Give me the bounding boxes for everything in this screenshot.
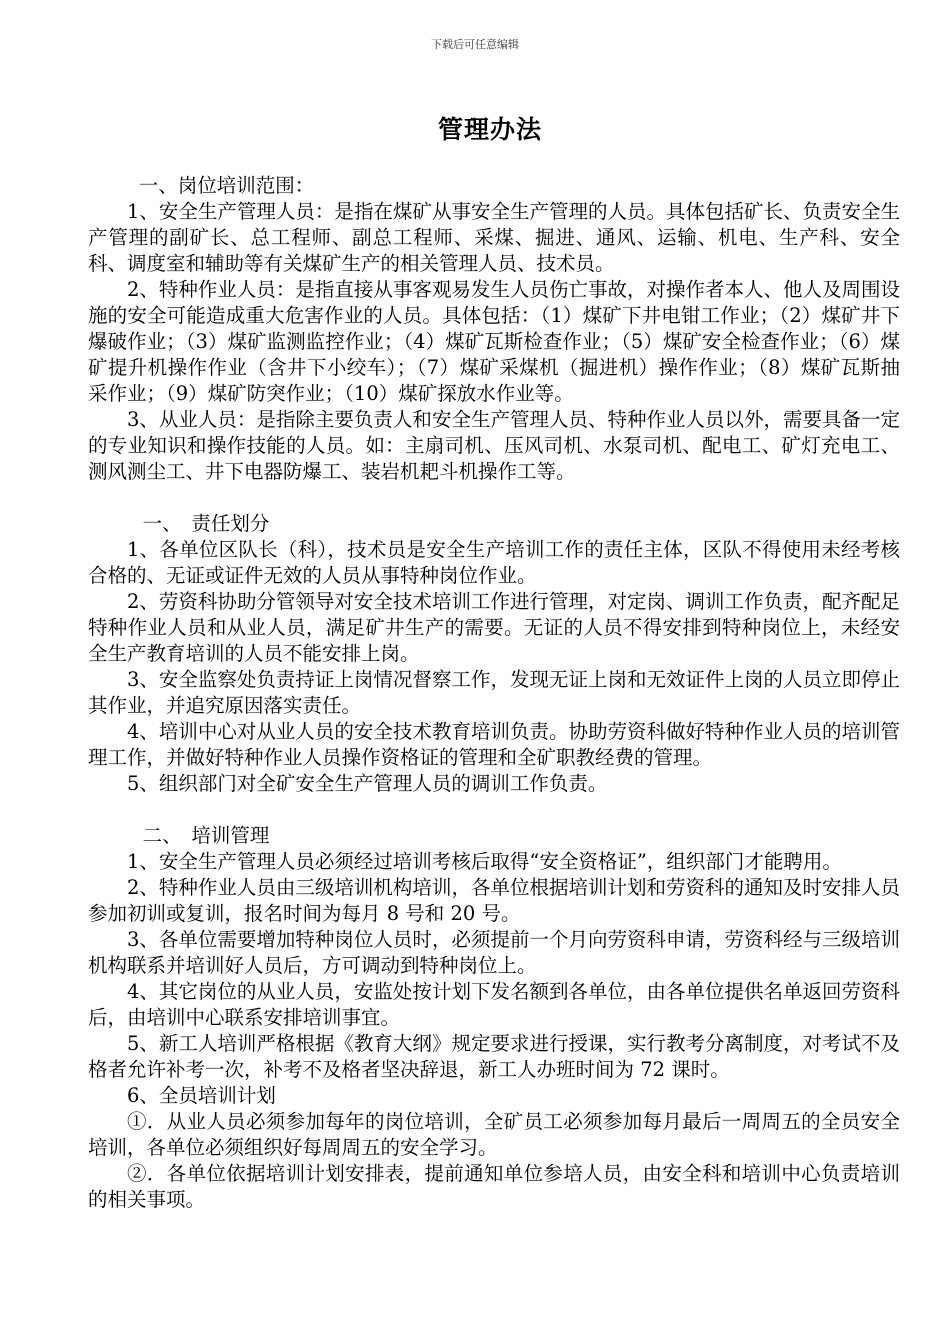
- document-title: 管理办法: [437, 115, 542, 144]
- section-heading: 一、岗位培训范围：: [138, 174, 315, 197]
- header-note: 下载后可任意编辑: [431, 38, 519, 51]
- paragraph: 5、新工人培训严格根据《教育大纲》规定要求进行授课，实行教考分离制度，对考试不及格者允许补考一次，补考不及格者坚决辞退，新工人办班时间为 72 课时。: [88, 1032, 900, 1081]
- section-training-management: [88, 823, 900, 1213]
- paragraph: 4、其它岗位的从业人员，安监处按计划下发名额到各单位，由各单位提供名单返回劳资科后，由培训中心联系安排培训事宜。: [88, 980, 900, 1029]
- paragraph: 1、安全生产管理人员必须经过培训考核后取得“安全资格证”，组织部门才能聘用。: [127, 850, 842, 873]
- paragraph: 3、从业人员：是指除主要负责人和安全生产管理人员、特种作业人员以外，需要具备一定的专业知识和操作技能的人员。如：主扇司机、压风司机、水泵司机、配电工、矿灯充电工、测风测尘工、井下电器防爆工、装岩机耙斗机操作工等。: [88, 408, 900, 483]
- paragraph: ①．从业人员必须参加每年的岗位培训，全矿员工必须参加每月最后一周周五的全员安全培训，各单位必须组织好每周周五的安全学习。: [88, 1110, 900, 1159]
- paragraph: 3、安全监察处负责持证上岗情况督察工作，发现无证上岗和无效证件上岗的人员立即停止其作业，并追究原因落实责任。: [88, 668, 900, 717]
- paragraph: ②．各单位依据培训计划安排表，提前通知单位参培人员，由安全科和培训中心负责培训的相关事项。: [88, 1162, 900, 1211]
- paragraph: 2、劳资科协助分管领导对安全技术培训工作进行管理，对定岗、调训工作负责，配齐配足特种作业人员和从业人员，满足矿井生产的需要。无证的人员不得安排到特种岗位上，未经安全生产教育培训的人员不能安排上岗。: [88, 590, 900, 665]
- paragraph: 1、各单位区队长（科），技术员是安全生产培训工作的责任主体，区队不得使用未经考核合格的、无证或证件无效的人员从事特种岗位作业。: [88, 538, 900, 587]
- section-heading: 二、 培训管理: [142, 824, 270, 847]
- paragraph: 1、安全生产管理人员：是指在煤矿从事安全生产管理的人员。具体包括矿长、负责安全生产管理的副矿长、总工程师、副总工程师、采煤、掘进、通风、运输、机电、生产科、安全科、调度室和辅助等有关煤矿生产的相关管理人员、技术员。: [88, 200, 900, 275]
- paragraph: 6、全员培训计划: [127, 1084, 276, 1107]
- section-training-scope: [88, 173, 900, 485]
- paragraph: 4、培训中心对从业人员的安全技术教育培训负责。协助劳资科做好特种作业人员的培训管理工作，并做好特种作业人员操作资格证的管理和全矿职教经费的管理。: [88, 720, 900, 769]
- document-body: [88, 173, 900, 1213]
- section-responsibility: [88, 511, 900, 797]
- paragraph: 2、特种作业人员：是指直接从事客观易发生人员伤亡事故，对操作者本人、他人及周围设施的安全可能造成重大危害作业的人员。具体包括：（1）煤矿下井电钳工作业；（2）煤矿井下爆破作业；（3）煤矿监测监控作业；（4）煤矿瓦斯检查作业；（5）煤矿安全检查作业；（6）煤矿提升机操作作业（含井下小绞车）；（7）煤矿采煤机（掘进机）操作作业；（8）煤矿瓦斯抽采作业；（9）煤矿防突作业；（10）煤矿探放水作业等。: [88, 278, 900, 405]
- paragraph: 5、组织部门对全矿安全生产管理人员的调训工作负责。: [127, 772, 608, 795]
- paragraph: 3、各单位需要增加特种岗位人员时，必须提前一个月向劳资科申请，劳资科经与三级培训机构联系并培训好人员后，方可调动到特种岗位上。: [88, 928, 900, 977]
- paragraph: 2、特种作业人员由三级培训机构培训，各单位根据培训计划和劳资科的通知及时安排人员参加初训或复训，报名时间为每月 8 号和 20 号。: [88, 876, 900, 925]
- section-heading: 一、 责任划分: [142, 512, 270, 535]
